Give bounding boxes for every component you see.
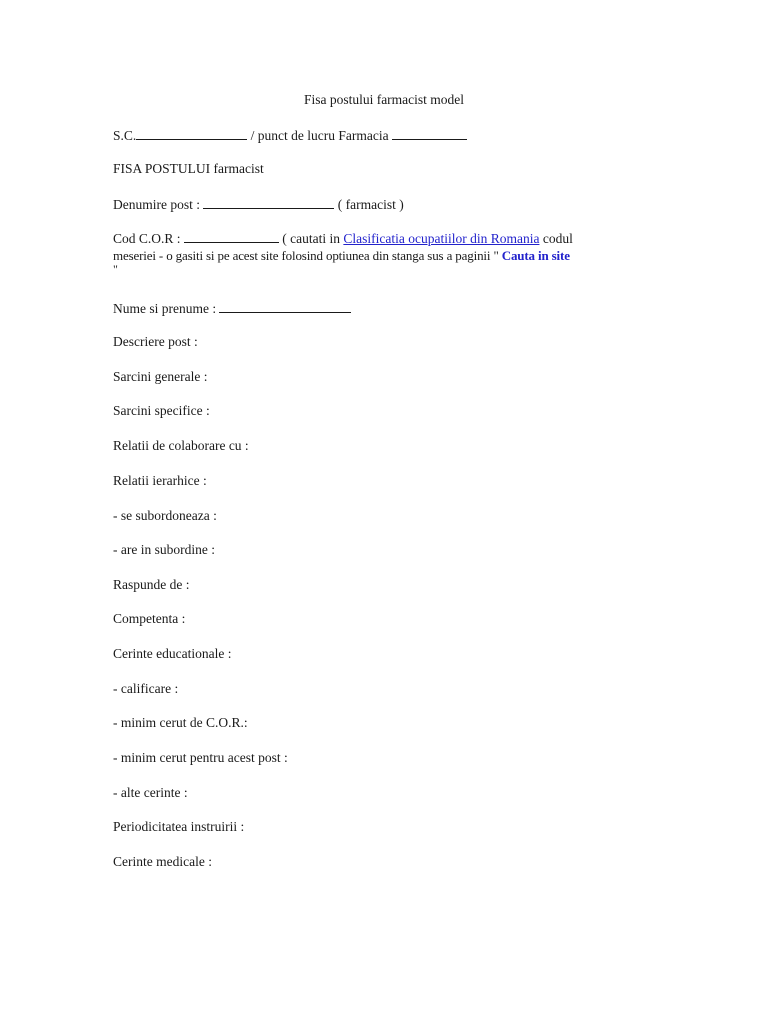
fisa-heading: FISA POSTULUI farmacist [113,161,264,176]
field-alte-cerinte: - alte cerinte : [113,785,188,800]
sc-line [113,126,467,145]
cor-block [113,229,658,274]
cor-label: Cod C.O.R : [113,231,184,246]
document-title: Fisa postului farmacist model [303,92,465,107]
sc-suffix: / punct de lucru Farmacia [247,128,392,143]
field-descriere-post: Descriere post : [113,334,198,349]
denumire-label: Denumire post : [113,197,204,212]
field-se-subordoneaza: - se subordoneaza : [113,508,217,523]
field-sarcini-specifice: Sarcini specifice : [113,403,210,418]
denumire-line [113,195,404,214]
field-raspunde-de: Raspunde de : [113,577,190,592]
farmacia-blank [392,126,467,140]
field-periodicitatea-instruirii: Periodicitatea instruirii : [113,819,245,834]
sc-prefix: S.C. [113,128,137,143]
cor-line-1 [113,229,658,247]
denumire-blank [203,195,334,209]
field-minim-cerut-post: - minim cerut pentru acest post : [113,750,288,765]
nume-blank [219,299,351,313]
cor-line-3: " [113,262,118,276]
field-calificare: - calificare : [113,681,179,696]
field-cerinte-medicale: Cerinte medicale : [113,854,212,869]
cor-text-after-link: codul [539,231,573,246]
sc-blank [136,126,247,140]
cor-blank [184,229,279,243]
nume-label: Nume si prenume : [113,301,220,316]
cor-line-2 [113,247,658,264]
field-minim-cerut-cor: - minim cerut de C.O.R.: [113,715,248,730]
cor-line2-text: meseriei - o gasiti si pe acest site folosind optiunea din stanga sus a paginii " [113,248,502,263]
field-relatii-colaborare: Relatii de colaborare cu : [113,438,249,453]
field-are-in-subordine: - are in subordine : [113,542,215,557]
denumire-suffix: ( farmacist ) [334,197,404,212]
cor-text-before-link: ( cautati in [278,231,344,246]
search-site-link[interactable]: Cauta in site [501,248,570,263]
field-competenta: Competenta : [113,611,186,626]
field-sarcini-generale: Sarcini generale : [113,369,208,384]
field-relatii-ierarhice: Relatii ierarhice : [113,473,207,488]
field-cerinte-educationale: Cerinte educationale : [113,646,232,661]
cor-classification-link[interactable]: Clasificatia ocupatiilor din Romania [343,231,540,246]
nume-line [113,299,351,318]
